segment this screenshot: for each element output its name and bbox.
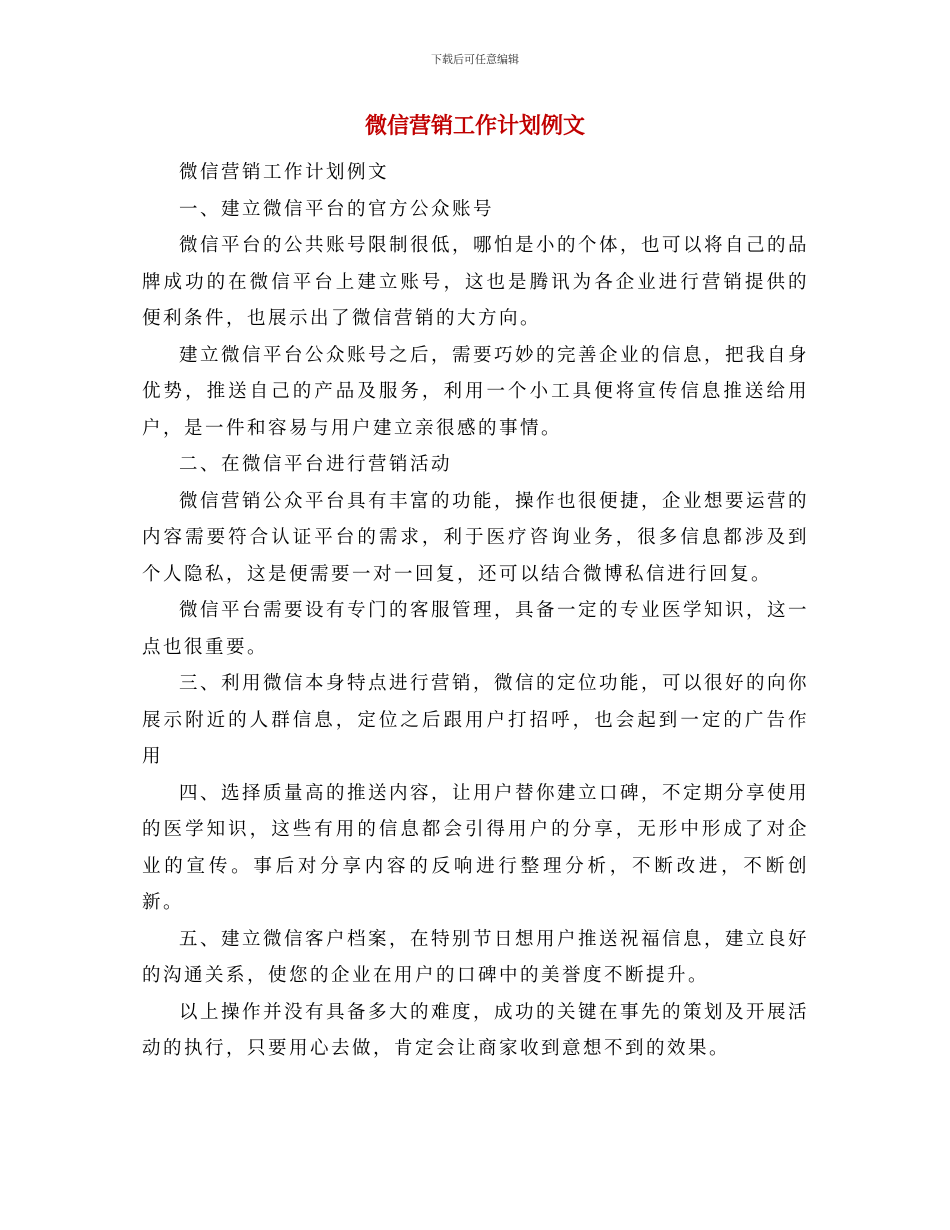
paragraph: 微信营销工作计划例文 — [179, 162, 390, 183]
paragraph: 一、建立微信平台的官方公众账号 — [179, 198, 495, 220]
paragraph: 四、选择质量高的推送内容，让用户替你建立口碑，不定期分享使用的医学知识，这些有用的信息都会引得用户的分享，无形中形成了对企业的宣传。事后对分享内容的反响进行整理分析，不断改进，不断创新。 — [142, 782, 810, 913]
paragraph: 微信营销公众平台具有丰富的功能，操作也很便捷，企业想要运营的内容需要符合认证平台的需求，利于医疗咨询业务，很多信息都涉及到个人隐私，这是便需要一对一回复，还可以结合微博私信进行回复。 — [142, 490, 810, 585]
paragraph: 五、建立微信客户档案，在特别节日想用户推送祝福信息，建立良好的沟通关系，使您的企业在用户的口碑中的美誉度不断提升。 — [142, 928, 810, 986]
paragraph: 微信平台需要设有专门的客服管理，具备一定的专业医学知识，这一点也很重要。 — [142, 600, 810, 658]
paragraph: 建立微信平台公众账号之后，需要巧妙的完善企业的信息，把我自身优势，推送自己的产品及服务，利用一个小工具便将宣传信息推送给用户，是一件和容易与用户建立亲很感的事情。 — [142, 344, 810, 439]
paragraph: 微信平台的公共账号限制很低，哪怕是小的个体，也可以将自己的品牌成功的在微信平台上建立账号，这也是腾讯为各企业进行营销提供的便利条件，也展示出了微信营销的大方向。 — [142, 235, 810, 329]
document-title: 微信营销工作计划例文 — [364, 114, 585, 139]
page-header-note: 下载后可任意编辑 — [431, 53, 519, 66]
document-body — [142, 155, 809, 1068]
paragraph: 二、在微信平台进行营销活动 — [179, 454, 453, 475]
paragraph: 三、利用微信本身特点进行营销，微信的定位功能，可以很好的向你展示附近的人群信息，定位之后跟用户打招呼，也会起到一定的广告作用 — [142, 673, 810, 767]
paragraph: 以上操作并没有具备多大的难度，成功的关键在事先的策划及开展活动的执行，只要用心去做，肯定会让商家收到意想不到的效果。 — [142, 1001, 810, 1059]
